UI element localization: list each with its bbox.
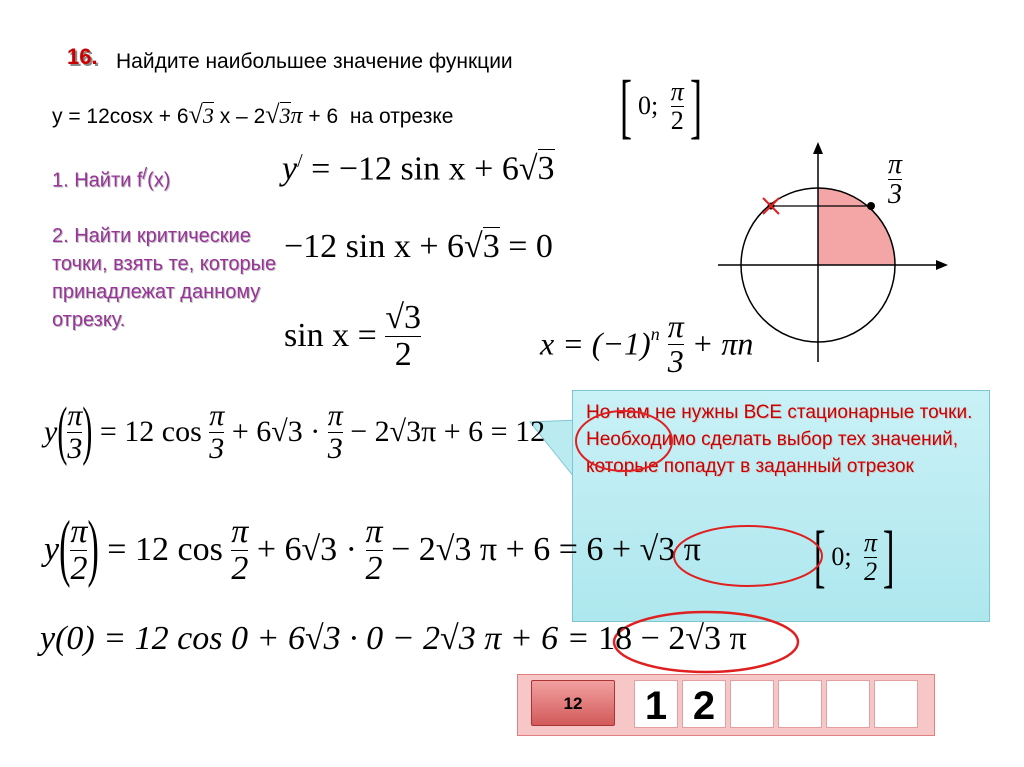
equation-sqrt-radicand: 3 bbox=[482, 228, 500, 265]
note-segment-den: 2 bbox=[864, 556, 878, 586]
eval-zero-expression: y(0) = 12 cos 0 + 6√3 · 0 − 2√3 π + 6 = bbox=[40, 620, 590, 657]
eval-pi2-end: − 2√3 π + 6 = 6 + √3 π bbox=[391, 531, 701, 569]
step-1-label: 1. Найти f bbox=[52, 169, 143, 192]
pi-symbol: π bbox=[290, 103, 303, 129]
eval-zero bbox=[40, 620, 747, 658]
eval-pi3-end: − 2√3π + 6 = 12 bbox=[350, 415, 546, 448]
eval-pi2-mult-num: π bbox=[365, 513, 383, 550]
eval-pi3-arg-num: π bbox=[67, 399, 83, 432]
circle-label-den: 3 bbox=[888, 179, 903, 211]
eval-pi3: y( $\frac{\pi}{3}$ ) = 12 cos $\frac{\pi}{3}$ + 6√3 · $\frac{\pi}{3}$ − 2√3π + 6 = 12 bbox=[44, 394, 546, 468]
on-segment-label: на отрезке bbox=[349, 105, 454, 128]
eval-pi2-cos: = 12 cos bbox=[107, 531, 223, 569]
note-segment-left: 0; bbox=[831, 542, 852, 571]
general-exp: n bbox=[650, 323, 660, 344]
function-text: y = 12cosx + 6 bbox=[52, 105, 189, 128]
eval-pi2-y: y bbox=[44, 531, 60, 569]
answer-cell-2[interactable]: 2 bbox=[682, 680, 726, 728]
eval-pi3-mult-den: 3 bbox=[327, 431, 343, 465]
eval-pi3-cos-num: π bbox=[209, 399, 225, 432]
step-2: 2. Найти критические точки, взять те, которые принадлежат данному отрезку. bbox=[52, 225, 277, 331]
circle-label-num: π bbox=[888, 149, 903, 180]
derivative-prime: / bbox=[297, 150, 303, 172]
step-1-tail: (x) bbox=[147, 169, 171, 192]
note-text: Но нам не нужны ВСЕ стационарные точки. Необходимо сделать выбор тех значений, которые попадут в заданный отрезок bbox=[586, 402, 973, 477]
eval-pi3-arg-den: 3 bbox=[67, 431, 83, 465]
segment-num: π bbox=[670, 77, 684, 107]
sqrt-radicand-2: 3 bbox=[279, 103, 291, 128]
general-num: π bbox=[667, 308, 684, 344]
eval-pi3-mult-num: π bbox=[327, 399, 343, 432]
eval-pi3-y: y bbox=[44, 415, 58, 448]
eval-pi2-arg-num: π bbox=[70, 513, 88, 550]
critical-equation: −12 sin x + 6√3 = 0 bbox=[284, 228, 553, 265]
segment-bracket: [ 0; $\frac{\pi}{2}$ ] bbox=[619, 66, 702, 146]
equation-rhs: = 0 bbox=[508, 228, 553, 265]
eval-zero-result: 18 − 2√3 π bbox=[598, 620, 747, 657]
function-definition: y = 12cosx + 6√3 x – 2√3π + 6 на отрезке bbox=[52, 100, 454, 129]
sin-num: √3 bbox=[385, 299, 422, 336]
segment-den: 2 bbox=[670, 105, 684, 135]
function-plus6: + 6 bbox=[308, 105, 339, 128]
eval-pi3-cos: = 12 cos bbox=[99, 415, 202, 448]
eval-pi2-mult-den: 2 bbox=[365, 549, 383, 587]
note-segment-num: π bbox=[864, 528, 878, 558]
answer-button[interactable]: 12 bbox=[531, 680, 615, 726]
answer-cell-5[interactable] bbox=[826, 680, 870, 728]
function-x-minus-2: x – 2 bbox=[219, 105, 266, 128]
eval-pi2: y( $\frac{\pi}{2}$ ) = 12 cos $\frac{\pi}{2}$ + 6√3 · $\frac{\pi}{2}$ − 2√3 π + 6 = 6 + √3 π bbox=[44, 508, 701, 590]
eval-pi3-mid: + 6√3 · bbox=[231, 415, 321, 448]
answer-cell-1[interactable]: 1 bbox=[634, 680, 678, 728]
sin-lhs: sin x = bbox=[284, 317, 377, 355]
answer-cell-6[interactable] bbox=[874, 680, 918, 728]
derivative-formula: y/ = −12 sin x + 6√3 bbox=[282, 150, 555, 188]
segment-left: 0; bbox=[637, 91, 659, 120]
eval-pi2-mid: + 6√3 · bbox=[256, 531, 358, 569]
eval-pi2-cos-den: 2 bbox=[231, 549, 249, 587]
eval-pi2-arg-den: 2 bbox=[70, 549, 88, 587]
general-lhs: x = (−1) bbox=[540, 325, 651, 362]
eval-pi2-cos-num: π bbox=[231, 513, 249, 550]
circle-annotation-pi2-result bbox=[674, 526, 822, 586]
derivative-sqrt-radicand: 3 bbox=[537, 150, 555, 188]
derivative-rhs: = −12 sin x + 6 bbox=[311, 150, 519, 188]
step-1-prime: / bbox=[142, 164, 148, 183]
sin-den: 2 bbox=[385, 336, 421, 373]
sqrt-radicand: 3 bbox=[202, 103, 214, 128]
sqrt-sign: √ bbox=[188, 100, 203, 129]
answer-cell-3[interactable] bbox=[730, 680, 774, 728]
eval-pi3-cos-den: 3 bbox=[209, 431, 225, 465]
answer-cell-4[interactable] bbox=[778, 680, 822, 728]
general-tail: + πn bbox=[691, 325, 754, 362]
general-den: 3 bbox=[667, 342, 684, 379]
derivative-lhs: y bbox=[282, 150, 298, 188]
equation-lhs: −12 sin x + 6 bbox=[284, 228, 465, 265]
note-segment-bracket: [ 0; $\frac{\pi}{2}$ ] bbox=[813, 518, 895, 595]
circle-annotation-12 bbox=[576, 411, 672, 471]
task-number: 16. bbox=[67, 44, 98, 69]
task-title: Найдите наибольшее значение функции bbox=[116, 50, 513, 73]
